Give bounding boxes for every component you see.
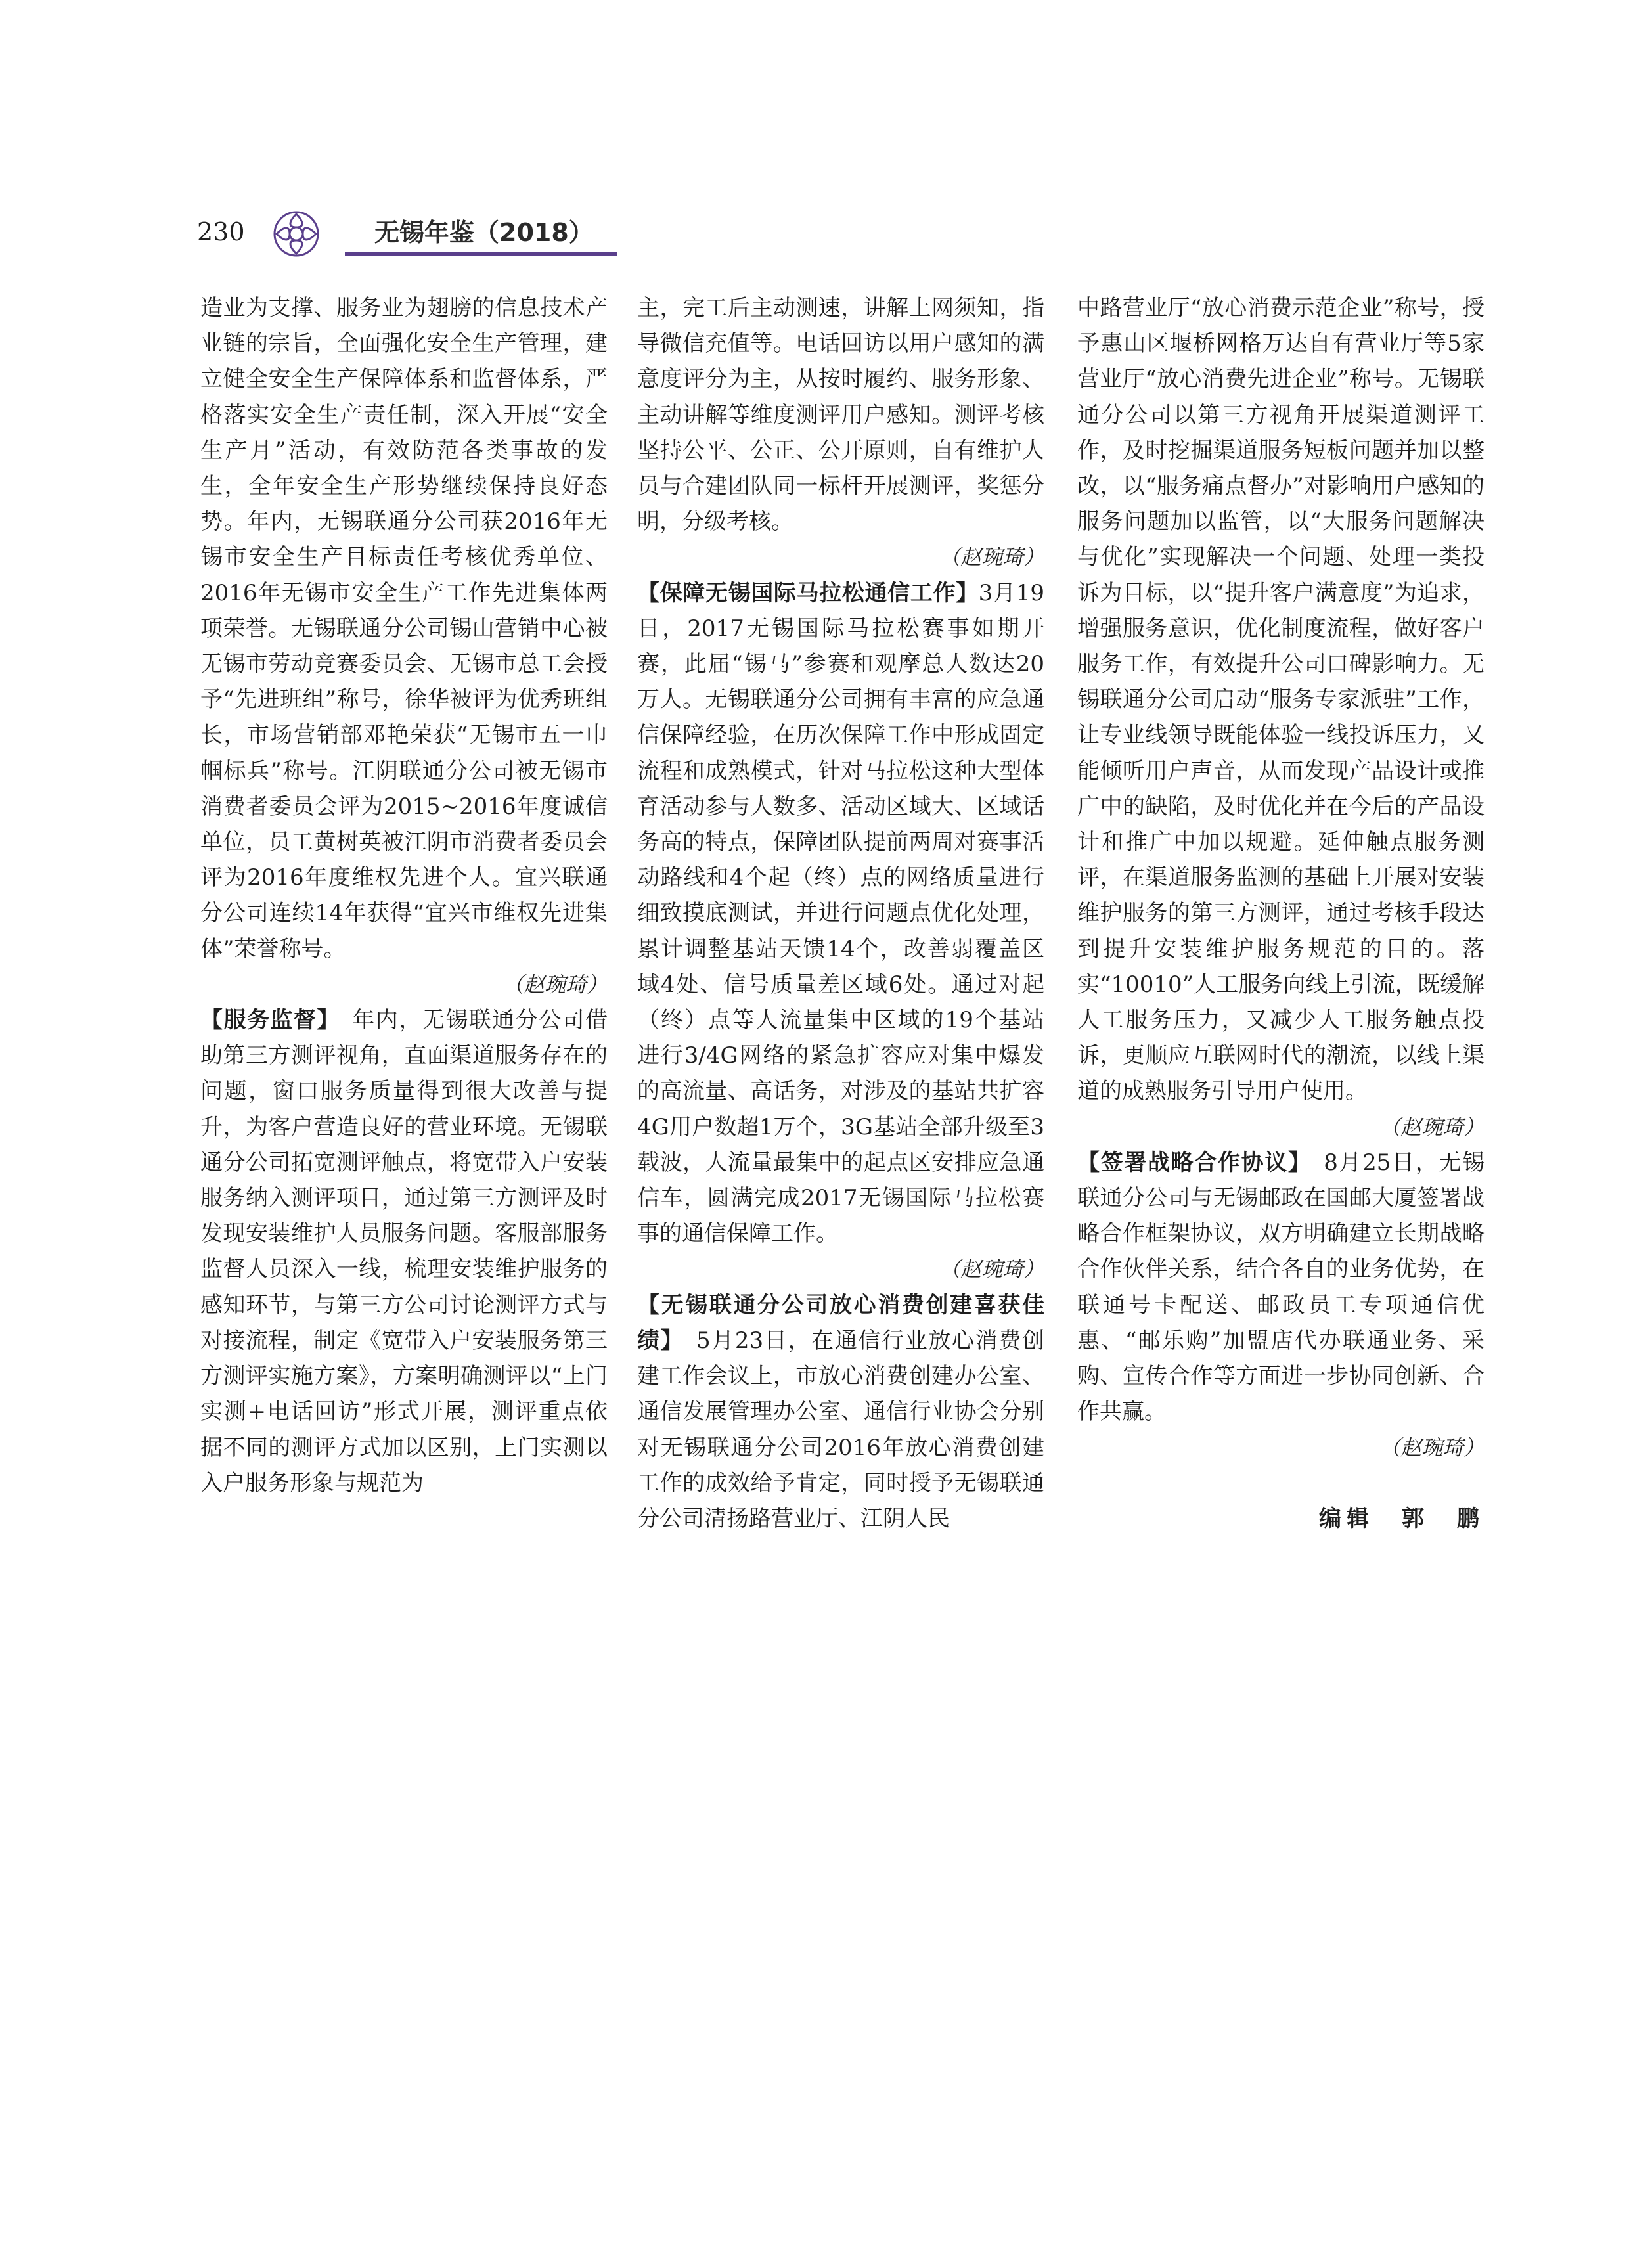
paragraph: 主，完工后主动测速，讲解上网须知，指导微信充值等。电话回访以用户感知的满意度评分为主，从按时履约、服务形象、主动讲解等维度测评用户感知。测评考核坚持公平、公正、公开原则，自有维护人员与合建团队同一标杆开展测评，奖惩分明，分级考核。 bbox=[637, 295, 1044, 535]
paragraph-text: 3月19日，2017无锡国际马拉松赛事如期开赛，此届“锡马”参赛和观摩总人数达20万人。无锡联通分公司拥有丰富的应急通信保障经验，在历次保障工作中形成固定流程和成熟模式，针对马拉松这种大型体育活动参与人数多、活动区域大、区域话务高的特点，保障团队提前两周对赛事活动路线和4个起（终）点的网络质量进行细致摸底测试，并进行问题点优化处理，累计调整基站天馈14个，改善弱覆盖区域4处、信号质量差区域6处。通过对起（终）点等人流量集中区域的19个基站进行3/4G网络的紧急扩容应对集中爆发的高流量、高话务，对涉及的基站共扩容4G用户数超1万个，3G基站全部升级至3载波，人流量最集中的起点区安排应急通信车，圆满完成2017无锡国际马拉松赛事的通信保障工作。 bbox=[637, 579, 1044, 1247]
paragraph bbox=[200, 1002, 608, 1501]
editor-credit: 编辑 郭 鹏 bbox=[1319, 1505, 1485, 1532]
section-heading: 【保障无锡国际马拉松通信工作】 bbox=[637, 579, 979, 606]
author-credit: （赵琬琦） bbox=[502, 972, 608, 997]
paragraph bbox=[637, 575, 1044, 1252]
paragraph: 造业为支撑、服务业为翅膀的信息技术产业链的宗旨，全面强化安全生产管理，建立健全安全生产保障体系和监督体系，严格落实安全生产责任制，深入开展“安全生产月”活动，有效防范各类事故的发生，全年安全生产形势继续保持良好态势。年内，无锡联通分公司获2016年无锡市安全生产目标责任考核优秀单位、2016年无锡市安全生产工作先进集体两项荣誉。无锡联通分公司锡山营销中心被无锡市劳动竞赛委员会、无锡市总工会授予“先进班组”称号，徐华被评为优秀班组长，市场营销部邓艳荣获“无锡市五一巾帼标兵”称号。江阴联通分公司被无锡市消费者委员会评为2015~2016年度诚信单位，员工黄树英被江阴市消费者委员会评为2016年度维权先进个人。宜兴联通分公司连续14年获得“宜兴市维权先进集体”荣誉称号。 bbox=[200, 295, 608, 962]
author-credit: （赵琬琦） bbox=[939, 545, 1044, 570]
section-heading: 【服务监督】 bbox=[200, 1007, 329, 1034]
page-number: 230 bbox=[197, 217, 245, 246]
paragraph-text: 5月23日，在通信行业放心消费创建工作会议上，市放心消费创建办公室、通信发展管理办公室、通信行业协会分别对无锡联通分公司2016年放心消费创建工作的成效给予肯定，同时授予无锡联通分公司清扬路营业厅、江阴人民 bbox=[637, 1327, 1044, 1532]
paragraph bbox=[1077, 1145, 1485, 1430]
author-credit: （赵琬琦） bbox=[939, 1257, 1044, 1282]
column-3 bbox=[1077, 290, 1485, 1536]
paragraph bbox=[637, 1287, 1044, 1536]
column-2 bbox=[637, 290, 1044, 1536]
header-rule bbox=[345, 252, 617, 256]
author-credit: （赵琬琦） bbox=[1379, 1114, 1485, 1140]
section-heading: 【无锡联通分公司放心消费创建喜获佳绩】 bbox=[637, 1291, 1044, 1354]
page-header bbox=[197, 210, 617, 263]
yearbook-emblem-icon bbox=[273, 210, 320, 257]
column-1 bbox=[200, 290, 608, 1501]
author-credit: （赵琬琦） bbox=[1379, 1435, 1485, 1460]
journal-title: 无锡年鉴（2018） bbox=[374, 218, 594, 247]
section-heading: 【签署战略合作协议】 bbox=[1077, 1149, 1301, 1176]
paragraph-text: 年内，无锡联通分公司借助第三方测评视角，直面渠道服务存在的问题，窗口服务质量得到很大改善与提升，为客户营造良好的营业环境。无锡联通分公司拓宽测评触点，将宽带入户安装服务纳入测评项目，通过第三方测评及时发现安装维护人员服务问题。客服部服务监督人员深入一线，梳理安装维护服务的感知环节，与第三方公司讨论测评方式与对接流程，制定《宽带入户安装服务第三方测评实施方案》，方案明确测评以“上门实测+电话回访”形式开展，测评重点依据不同的测评方式加以区别，上门实测以入户服务形象与规范为 bbox=[200, 1007, 608, 1496]
paragraph-text: 8月25日，无锡联通分公司与无锡邮政在国邮大厦签署战略合作框架协议，双方明确建立长期战略合作伙伴关系，结合各自的业务优势，在联通号卡配送、邮政员工专项通信优惠、“邮乐购”加盟店代办联通业务、采购、宣传合作等方面进一步协同创新、合作共赢。 bbox=[1077, 1149, 1485, 1425]
paragraph: 中路营业厅“放心消费示范企业”称号，授予惠山区堰桥网格万达自有营业厅等5家营业厅“放心消费先进企业”称号。无锡联通分公司以第三方视角开展渠道测评工作，及时挖掘渠道服务短板问题并加以整改，以“服务痛点督办”对影响用户感知的服务问题加以监管，以“大服务问题解决与优化”实现解决一个问题、处理一类投诉为目标，以“提升客户满意度”为追求，增强服务意识，优化制度流程，做好客户服务工作，有效提升公司口碑影响力。无锡联通分公司启动“服务专家派驻”工作，让专业线领导既能体验一线投诉压力，又能倾听用户声音，从而发现产品设计或推广中的缺陷，及时优化并在今后的产品设计和推广中加以规避。延伸触点服务测评，在渠道服务监测的基础上开展对安装维护服务的第三方测评，通过考核手段达到提升安装维护服务规范的目的。落实“10010”人工服务向线上引流，既缓解人工服务压力，又减少人工服务触点投诉，更顺应互联网时代的潮流，以线上渠道的成熟服务引导用户使用。 bbox=[1077, 295, 1485, 1105]
